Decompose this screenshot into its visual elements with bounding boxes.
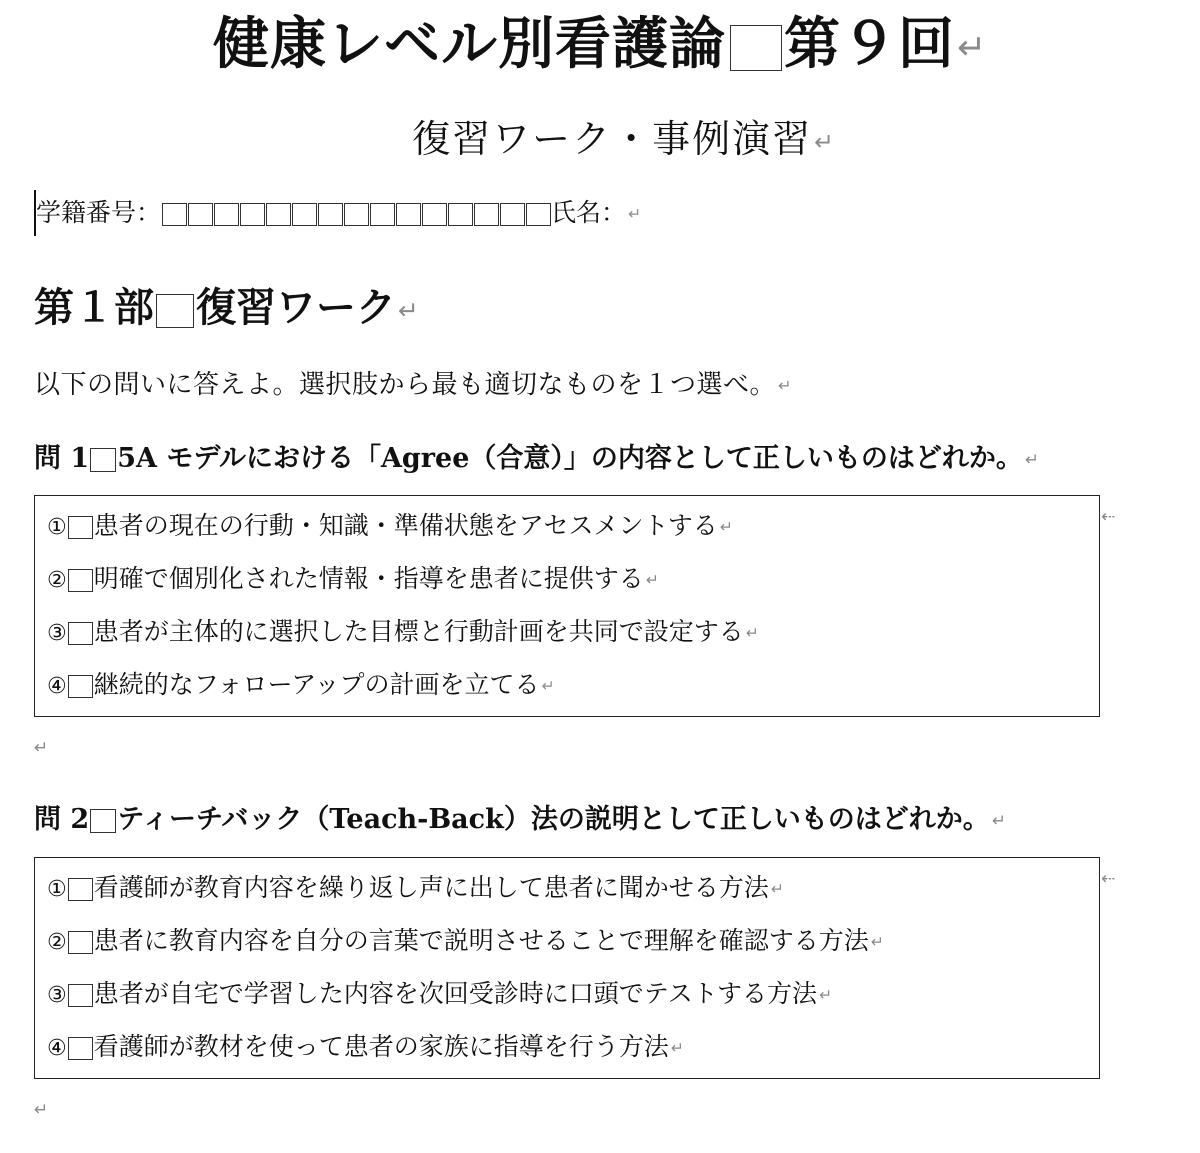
paragraph-mark-icon: ↵ — [670, 1038, 684, 1057]
space-placeholder-box — [68, 931, 93, 954]
space-placeholder-box — [730, 25, 782, 71]
student-id-digit-box[interactable] — [162, 203, 187, 226]
question-text: 5A モデルにおける「Agree（合意）」の内容として正しいものはどれか。 — [117, 443, 1023, 474]
choice-item[interactable] — [47, 672, 555, 698]
table-row-end-mark-icon: ⇠ — [1101, 869, 1116, 889]
student-id-digit-box[interactable] — [318, 203, 343, 226]
table-row-end-mark-icon: ⇠ — [1101, 507, 1116, 527]
choice-item[interactable] — [47, 875, 784, 901]
question-text: ティーチバック（Teach-Back）法の説明として正しいものはどれか。 — [117, 804, 990, 835]
empty-paragraph-mark-icon: ↵ — [34, 738, 49, 758]
paragraph-mark-icon: ↵ — [1024, 449, 1039, 470]
space-placeholder-box — [68, 622, 93, 645]
paragraph-mark-icon: ↵ — [991, 810, 1006, 831]
paragraph-mark-icon: ↵ — [956, 27, 988, 68]
student-id-digit-box[interactable] — [266, 203, 291, 226]
choice-text: 明確で個別化された情報・指導を患者に提供する — [93, 564, 644, 593]
question-number: 問 1 — [34, 443, 90, 474]
question-1-stem — [34, 445, 1039, 472]
choice-number: ③ — [47, 983, 67, 1008]
choice-item[interactable] — [47, 1034, 684, 1060]
choice-item[interactable] — [47, 981, 832, 1007]
instruction-text — [34, 372, 792, 398]
space-placeholder-box — [90, 448, 116, 472]
choice-text: 患者が主体的に選択した目標と行動計画を共同で設定する — [93, 617, 744, 646]
question-number: 問 2 — [34, 804, 90, 835]
document-subtitle — [0, 117, 1200, 161]
paragraph-mark-icon: ↵ — [814, 127, 836, 156]
paragraph-mark-icon: ↵ — [398, 295, 419, 325]
student-id-digit-box[interactable] — [240, 203, 265, 226]
space-placeholder-box — [68, 569, 93, 592]
section-number: 第１部 — [34, 284, 154, 331]
title-text-session: 第９回 — [783, 11, 955, 77]
instruction-body: 以下の問いに答えよ。選択肢から最も適切なものを１つ選べ。 — [34, 370, 777, 400]
paragraph-mark-icon: ↵ — [541, 676, 555, 695]
choice-text: 患者が自宅で学習した内容を次回受診時に口頭でテストする方法 — [93, 979, 817, 1008]
space-placeholder-box — [68, 878, 93, 901]
student-id-boxes[interactable] — [161, 198, 551, 227]
space-placeholder-box — [68, 675, 93, 698]
paragraph-mark-icon: ↵ — [870, 932, 884, 951]
choice-number: ④ — [47, 674, 67, 699]
choice-number: ④ — [47, 1036, 67, 1061]
student-id-digit-box[interactable] — [448, 203, 473, 226]
space-placeholder-box — [68, 984, 93, 1007]
document-title — [0, 11, 1200, 77]
question-2-choices-table[interactable] — [34, 857, 1100, 1079]
student-id-digit-box[interactable] — [292, 203, 317, 226]
space-placeholder-box — [68, 516, 93, 539]
student-id-digit-box[interactable] — [344, 203, 369, 226]
choice-text: 継続的なフォローアップの計画を立てる — [93, 670, 540, 699]
student-id-digit-box[interactable] — [214, 203, 239, 226]
question-1-choices-table[interactable] — [34, 495, 1100, 717]
section-title: 復習ワーク — [196, 284, 396, 331]
choice-item[interactable] — [47, 566, 659, 592]
paragraph-mark-icon: ↵ — [778, 375, 793, 395]
title-text-main: 健康レベル別看護論 — [212, 11, 726, 77]
choice-item[interactable] — [47, 619, 759, 645]
section-heading — [34, 284, 419, 331]
choice-text: 看護師が教育内容を繰り返し声に出して患者に聞かせる方法 — [93, 873, 769, 902]
student-id-digit-box[interactable] — [474, 203, 499, 226]
student-id-digit-box[interactable] — [500, 203, 525, 226]
space-placeholder-box — [156, 294, 194, 328]
student-id-digit-box[interactable] — [396, 203, 421, 226]
question-2-stem — [34, 806, 1006, 833]
choice-item[interactable] — [47, 513, 733, 539]
paragraph-mark-icon: ↵ — [719, 517, 733, 536]
choice-number: ② — [47, 930, 67, 955]
choice-number: ① — [47, 877, 67, 902]
student-name-label: 氏名： — [551, 198, 627, 227]
space-placeholder-box — [90, 809, 116, 833]
choice-item[interactable] — [47, 928, 884, 954]
paragraph-mark-icon: ↵ — [745, 623, 759, 642]
paragraph-mark-icon: ↵ — [770, 879, 784, 898]
student-id-digit-box[interactable] — [370, 203, 395, 226]
choice-text: 看護師が教材を使って患者の家族に指導を行う方法 — [93, 1032, 669, 1061]
student-id-digit-box[interactable] — [526, 203, 551, 226]
empty-paragraph-mark-icon: ↵ — [34, 1100, 49, 1120]
choice-number: ③ — [47, 621, 67, 646]
choice-number: ② — [47, 568, 67, 593]
space-placeholder-box — [68, 1037, 93, 1060]
subtitle-text: 復習ワーク・事例演習 — [412, 117, 813, 161]
choice-number: ① — [47, 515, 67, 540]
choice-text: 患者に教育内容を自分の言葉で説明させることで理解を確認する方法 — [93, 926, 869, 955]
paragraph-mark-icon: ↵ — [628, 204, 642, 223]
paragraph-mark-icon: ↵ — [819, 985, 832, 1004]
student-id-label: 学籍番号： — [36, 198, 162, 227]
paragraph-mark-icon: ↵ — [645, 570, 659, 589]
student-id-digit-box[interactable] — [188, 203, 213, 226]
student-id-digit-box[interactable] — [422, 203, 447, 226]
choice-text: 患者の現在の行動・知識・準備状態をアセスメントする — [93, 511, 718, 540]
student-info-row[interactable] — [36, 200, 641, 226]
